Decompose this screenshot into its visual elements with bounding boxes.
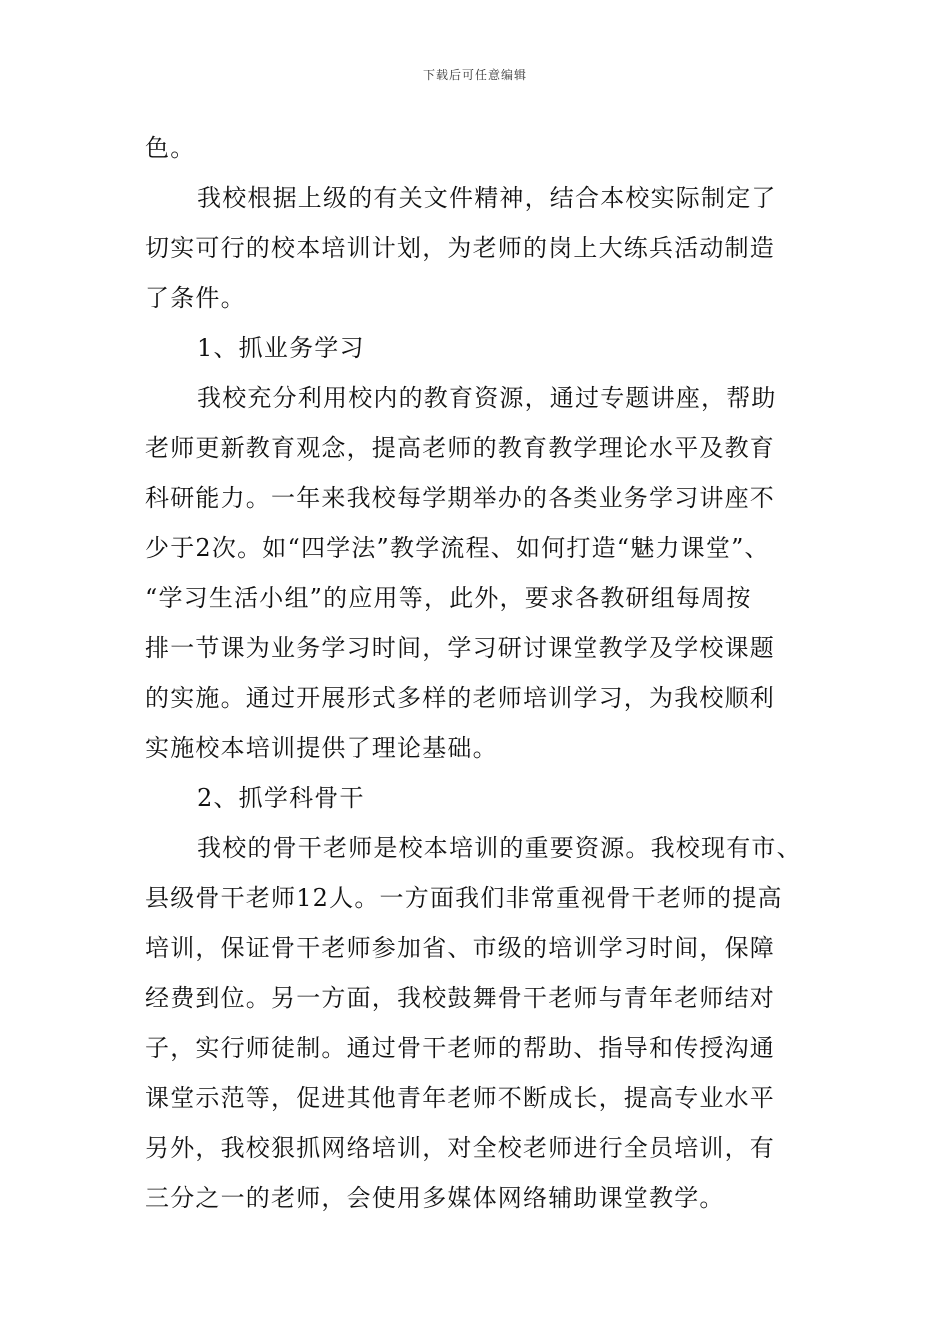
text-line: 子，实行师徒制。通过骨干老师的帮助、指导和传授沟通 xyxy=(145,1034,775,1062)
text-line: 另外，我校狠抓网络培训，对全校老师进行全员培训，有 xyxy=(145,1134,775,1162)
document-body xyxy=(145,123,810,1223)
section-heading-1: 1、抓业务学习 xyxy=(197,334,365,362)
text-line: 课堂示范等，促进其他青年老师不断成长，提高专业水平 xyxy=(145,1084,775,1112)
paragraph-start-line: 我校充分利用校内的教育资源，通过专题讲座，帮助 xyxy=(197,384,777,412)
text-line: 了条件。 xyxy=(145,284,246,312)
text-line: 少于2次。如“四学法”教学流程、如何打造“魅力课堂”、 xyxy=(145,534,770,562)
text-line: 老师更新教育观念，提高老师的教育教学理论水平及教育 xyxy=(145,434,775,462)
text-line: 科研能力。一年来我校每学期举办的各类业务学习讲座不 xyxy=(145,484,775,512)
text-line: 排一节课为业务学习时间，学习研讨课堂教学及学校课题 xyxy=(145,634,775,662)
paragraph-start-line: 我校根据上级的有关文件精神，结合本校实际制定了 xyxy=(197,184,777,212)
text-line: 经费到位。另一方面，我校鼓舞骨干老师与青年老师结对 xyxy=(145,984,775,1012)
page-header-note: 下载后可任意编辑 xyxy=(422,68,527,82)
text-line: 的实施。通过开展形式多样的老师培训学习，为我校顺利 xyxy=(145,684,775,712)
paragraph-start-line: 我校的骨干老师是校本培训的重要资源。我校现有市、 xyxy=(197,834,802,862)
text-line: 县级骨干老师12人。一方面我们非常重视骨干老师的提高 xyxy=(145,884,783,912)
text-line: 培训，保证骨干老师参加省、市级的培训学习时间，保障 xyxy=(145,934,775,962)
text-line: 实施校本培训提供了理论基础。 xyxy=(145,734,498,762)
text-line: 切实可行的校本培训计划，为老师的岗上大练兵活动制造 xyxy=(145,234,775,262)
text-line: “学习生活小组”的应用等，此外，要求各教研组每周按 xyxy=(145,584,752,612)
text-line: 三分之一的老师，会使用多媒体网络辅助课堂教学。 xyxy=(145,1184,725,1212)
text-line: 色。 xyxy=(145,134,196,162)
section-heading-2: 2、抓学科骨干 xyxy=(197,784,365,812)
